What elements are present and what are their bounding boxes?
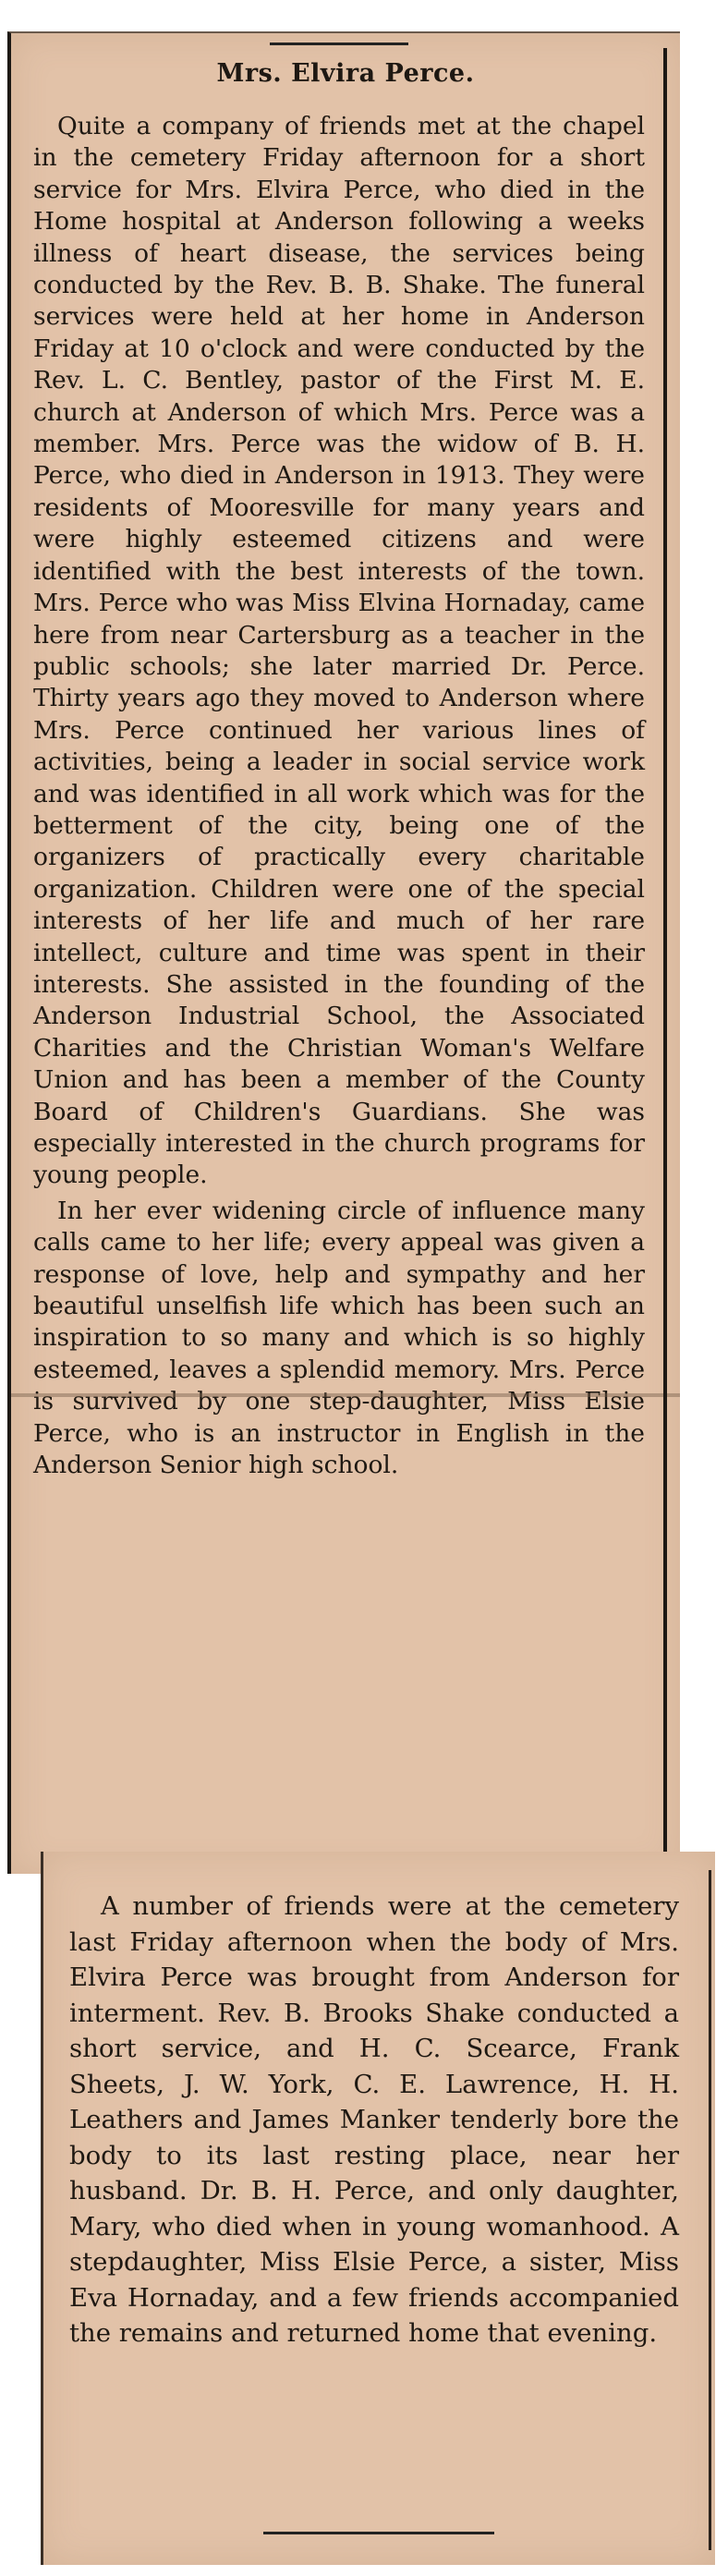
end-divider [263,2532,494,2534]
top-divider [270,43,408,45]
fold-crease [11,1393,680,1397]
burial-notice-clipping [41,1852,715,2565]
obituary-clipping [7,31,680,1874]
headline: Mrs. Elvira Perce. [216,59,475,88]
paragraph: In her ever widening circle of influence many calls came to her life; every appeal was given a response of love, help and sympathy and her beautiful unselfish life which has been such an inspiration to so many and which is so highly esteemed, leaves a splendid memory. Mrs. Perce is survived by one step-daughter, Miss Elsie Perce, who is an instructor in English in the Anderson Senior high school. [33,1196,645,1480]
paragraph: A number of friends were at the cemetery last Friday afternoon when the body of Mrs. Elvira Perce was brought from Anderson for interment. Rev. B. Brooks Shake conducted a short service, and H. C. Scearce, Frank Sheets, J. W. York, C. E. Lawrence, H. H. Leathers and James Manker tenderly bore the body to its last resting place, near her husband. Dr. B. H. Perce, and only daughter, Mary, who died when in young womanhood. A stepdaughter, Miss Elsie Perce, a sister, Miss Eva Hornaday, and a few friends accompanied the remains and returned home that evening. [69,1891,679,2348]
paragraph: Quite a company of friends met at the chapel in the cemetery Friday afternoon for a short service for Mrs. Elvira Perce, who died in the Home hospital at Anderson following a weeks illness of heart disease, the services being conducted by the Rev. B. B. Shake. The funeral services were held at her home in Anderson Friday at 10 o'clock and were conducted by the Rev. L. C. Bentley, pastor of the First M. E. church at Anderson of which Mrs. Perce was a member. Mrs. Perce was the widow of B. H. Perce, who died in Anderson in 1913. They were residents of Mooresville for many years and were highly esteemed citizens and were identified with the best interests of the town. Mrs. Perce who was Miss Elvina Hornaday, came here from near Cartersburg as a teacher in the public schools; she later married Dr. Perce. Thirty years ago they moved to Anderson where Mrs. Perce continued her various lines of activities, being a leader in social service work and was identified in all work which was for the betterment of the city, being one of the organizers of practically every charitable organization. Children were one of the special interests of her life and much of her rare intellect, culture and time was spent in their interests. She assisted in the founding of the Anderson Industrial School, the Associated Charities and the Christian Woman's Welfare Union and has been a member of the County Board of Children's Guardians. She was especially interested in the church programs for young people. [33,112,645,1190]
column-rule [663,48,667,1861]
column-rule [709,1870,711,2550]
article-body [33,111,645,1481]
article-body [69,1889,679,2351]
